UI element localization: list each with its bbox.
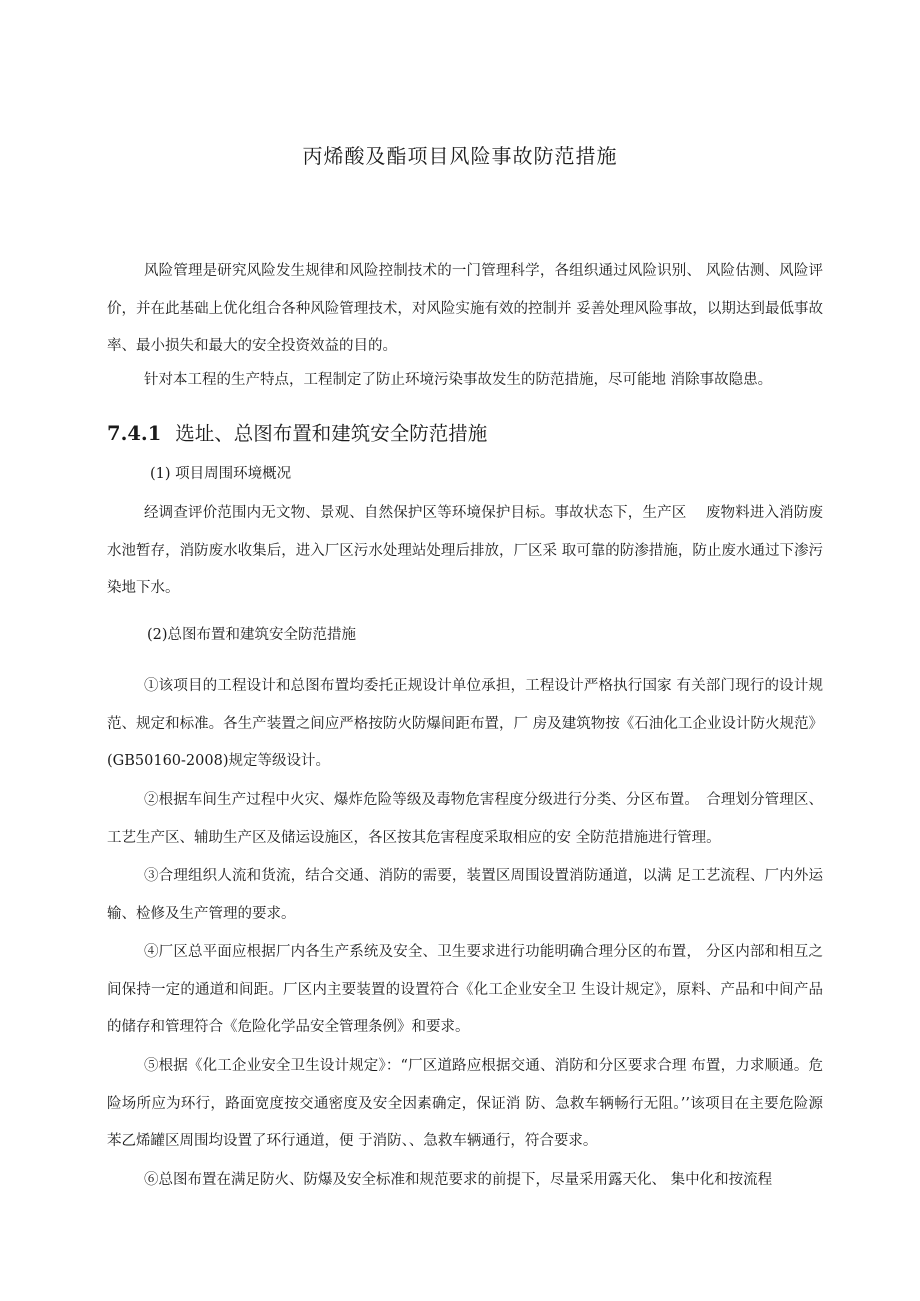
section-heading — [107, 418, 487, 446]
measure-item-5: ⑤根据《化工企业安全卫生设计规定》：“厂区道路应根据交通、消防和分区要求合理 布置，力求顺通。危险场所应为环行，路面宽度按交通密度及安全因素确定，保证消 防、急救车辆畅行无阻。’’该项目在主要危险源苯乙烯罐区周围均设置了环行通道，便 于消防、、急救车辆通行，符合要求。 — [107, 1058, 823, 1149]
measure-item-3: ③合理组织人流和货流，结合交通、消防的需要，装置区周围设置消防通道，以满 足工艺流程、厂内外运输、检修及生产管理的要求。 — [107, 868, 823, 922]
subsection-1-heading: (1) 项目周围环境概况 — [150, 466, 292, 482]
document-title: 丙烯酸及酯项目风险事故防范措施 — [302, 144, 618, 168]
measure-item-1: ①该项目的工程设计和总图布置均委托正规设计单位承担，工程设计严格执行国家 有关部门现行的设计规范、规定和标准。各生产装置之间应严格按防火防爆间距布置，厂 房及建筑物按《石油化工企业设计防火规范》(GB50160-2008)规定等级设计。 — [107, 678, 823, 769]
section-number: 7.4.1 — [107, 422, 162, 445]
measure-item-6: ⑥总图布置在满足防火、防爆及安全标准和规范要求的前提下，尽量采用露天化、 集中化和按流程 — [144, 1172, 773, 1188]
intro-paragraph-2: 针对本工程的生产特点，工程制定了防止环境污染事故发生的防范措施，尽可能地 消除事故隐患。 — [144, 372, 773, 388]
intro-paragraph-1: 风险管理是研究风险发生规律和风险控制技术的一门管理科学，各组织通过风险识别、 风险估测、风险评价，并在此基础上优化组合各种风险管理技术，对风险实施有效的控制并 妥善处理风险事故，以期达到最低事故率、最小损失和最大的安全投资效益的目的。 — [107, 263, 823, 354]
measure-item-2: ②根据车间生产过程中火灾、爆炸危险等级及毒物危害程度分级进行分类、分区布置。 合理划分管理区、工艺生产区、辅助生产区及储运设施区，各区按其危害程度采取相应的安 全防范措施进行管理。 — [107, 792, 823, 846]
section-title: 选址、总图布置和建筑安全防范措施 — [175, 422, 488, 445]
subsection-1-paragraph: 经调查评价范围内无文物、景观、自然保护区等环境保护目标。事故状态下，生产区 废物料进入消防废水池暂存，消防废水收集后，进入厂区污水处理站处理后排放，厂区采 取可靠的防渗措施，防止废水通过下渗污染地下水。 — [107, 505, 823, 596]
subsection-2-heading: (2)总图布置和建筑安全防范措施 — [147, 627, 357, 643]
measure-item-4: ④厂区总平面应根据厂内各生产系统及安全、卫生要求进行功能明确合理分区的布置， 分区内部和相互之间保持一定的通道和间距。厂区内主要装置的设置符合《化工企业安全卫 生设计规定》，原料、产品和中间产品的储存和管理符合《危险化学品安全管理条例》和要求。 — [107, 944, 823, 1035]
